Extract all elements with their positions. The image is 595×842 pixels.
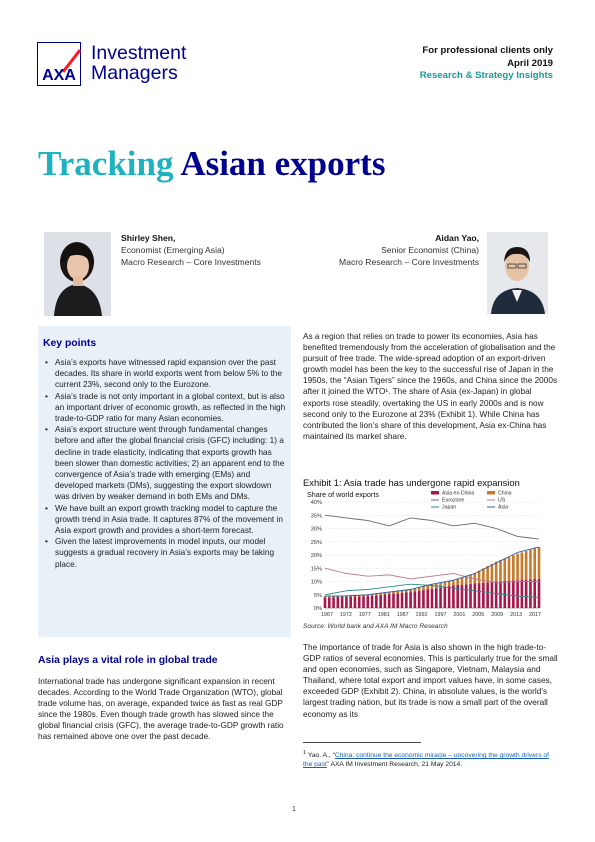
section-heading: Asia plays a vital role in global trade [38,655,218,666]
chart-bar-asia-ex-china [461,585,464,608]
chart-bar-asia-ex-china [367,596,370,608]
author-team: Macro Research – Core Investments [339,256,479,267]
chart-xtick-label: 1972 [339,612,352,618]
chart-xtick-label: 1981 [377,612,390,618]
chart-bar-china [478,571,481,583]
chart-bar-asia-ex-china [508,581,511,608]
chart-ytick-label: 10% [310,579,322,586]
author-photo-shen [44,232,111,316]
list-item: • Given the latest improvements in model inputs, our model suggests a gradual recovery in Asia’s exports may be taking place. [45,537,275,569]
chart-xtick-label: 2001 [453,612,466,618]
chart-bar-asia-ex-china [345,597,348,608]
chart-legend-label: Eurozone [442,497,465,504]
chart-bar-asia-ex-china [474,583,477,608]
chart-bar-asia-ex-china [512,580,515,608]
exhibit-1-chart [303,489,543,622]
chart-line-us [325,568,539,583]
chart-bar-china [495,562,498,582]
title-part-1: Tracking [38,144,174,183]
chart-svg [303,489,543,622]
exhibit-1-title: Exhibit 1: Asia trade has undergone rapid expansion [303,477,520,488]
chart-bar-china [491,564,494,582]
chart-xtick-label: 2005 [472,612,485,618]
chart-bar-asia-ex-china [431,589,434,608]
chart-bar-asia-ex-china [495,582,498,609]
chart-bar-asia-ex-china [341,597,344,608]
chart-xtick-label: 2013 [510,612,523,618]
chart-bar-china [448,581,451,586]
chart-bar-china [521,552,524,580]
second-paragraph: The importance of trade for Asia is also shown in the high trade-to-GDP ratios of several economies. This is particularly true for the small and open economies, such as Singapore, Vietnam, Malaysia and Thailand, where total export and import values have, in some cases, exceeded GDP (Exhibit 2). China, in absolute values, is the world’s largest trading nation, but its trade is now a small part of the overall economy as its [303,643,558,719]
list-item: • Asia’s exports have witnessed rapid expansion over the past decades. Its share in world exports went from below 5% to the current 23%, second only to the Eurozone. [45,358,282,390]
chart-bar-asia-ex-china [379,595,382,608]
chart-bar-asia-ex-china [448,586,451,608]
chart-bar-asia-ex-china [354,596,357,608]
chart-ytick-label: 35% [310,513,322,520]
chart-bar-asia-ex-china [521,580,524,608]
author-shen [121,233,261,268]
chart-bar-asia-ex-china [337,597,340,608]
chart-bar-china [525,551,528,580]
chart-bar-china [512,555,515,580]
chart-bar-asia-ex-china [362,596,365,608]
chart-bar-asia-ex-china [371,596,374,608]
chart-legend-label: China [498,490,512,497]
chart-bar-asia-ex-china [533,579,536,608]
chart-bar-china [452,580,455,585]
chart-bar-china [456,579,459,585]
chart-bar-asia-ex-china [516,580,519,608]
key-points-heading: Key points [43,338,97,349]
chart-xtick-label: 2009 [491,612,504,618]
author-photo-yao [487,232,548,314]
chart-bar-china [474,573,477,584]
chart-bar-china [516,554,519,581]
chart-bar-asia-ex-china [358,596,361,608]
chart-ytick-label: 5% [313,592,322,599]
chart-legend-label: Asia [498,504,509,511]
chart-xtick-label: 1977 [358,612,371,618]
chart-bar-asia-ex-china [482,583,485,608]
chart-ylabel: Share of world exports [307,490,379,499]
header-meta [420,45,553,83]
footnote-number: 1 [303,750,307,756]
chart-bar-asia-ex-china [465,584,468,608]
chart-bar-asia-ex-china [328,597,331,608]
intro-paragraph: As a region that relies on trade to power its economies, Asia has benefited tremendously from the acceleration of globalisation and the pursuit of free trade. The wide-spread adoption of an export-driven growth model has been the key to the successful rise of Japan in the 1950s, the “Asian Tigers” since the 1960s, and China since the 2000s after it joined the WTO¹. The share of Asia (ex-Japan) in global exports rose steadily, overtaking the US in early 2000s and is now second only to the Eurozone at 23% (Exhibit 1). While China has contributed the lion’s share of this development, Asia ex-China has maintained its market share. [303,332,558,441]
footnote-pre: Yao. A., “ [307,752,335,760]
footnote-divider [303,742,421,743]
footnote [303,749,559,770]
bullet-icon: • [45,391,48,401]
chart-bar-asia-ex-china [486,582,489,608]
chart-bar-china [529,550,532,580]
chart-legend-swatch [487,491,495,495]
chart-bar-asia-ex-china [439,587,442,608]
chart-bar-china [503,558,506,581]
chart-bar-asia-ex-china [349,597,352,608]
chart-legend-label: Japan [442,504,457,511]
chart-bar-asia-ex-china [452,585,455,608]
chart-bar-china [444,582,447,587]
chart-bar-asia-ex-china [409,592,412,608]
chart-bar-asia-ex-china [332,597,335,608]
chart-bar-china [486,566,489,582]
chart-bar-asia-ex-china [538,579,541,608]
axa-im-logo [37,42,212,87]
chart-bar-asia-ex-china [426,589,429,608]
chart-bar-asia-ex-china [422,590,425,608]
chart-bar-asia-ex-china [414,591,417,608]
chart-bar-china [538,547,541,579]
list-item: • Asia’s trade is not only important in a global context, but is also an important driver of economic growth, as reflected in the high trade-to-GDP ratio for many Asian economies. [45,391,286,424]
title-part-2: Asian exports [180,144,386,183]
chart-ytick-label: 25% [310,539,322,546]
author-name: Aidan Yao, [435,233,479,243]
axa-logo-icon [37,42,81,86]
chart-bar-china [426,585,429,589]
chart-xtick-label: 1992 [415,612,428,618]
author-role: Economist (Emerging Asia) [121,244,225,255]
chart-line-eurozone [325,515,539,539]
chart-bar-asia-ex-china [401,593,404,608]
chart-bar-asia-ex-china [491,582,494,608]
chart-bar-asia-ex-china [324,597,327,608]
author-name: Shirley Shen, [121,233,176,243]
chart-source: Source: World bank and AXA IM Macro Research [303,623,448,630]
chart-ytick-label: 15% [310,566,322,573]
chart-bar-asia-ex-china [499,581,502,608]
list-item: • We have built an export growth tracking model to capture the growth trend in Asia trade. It captures 87% of the movement in Asia export growth and provides a short-term forecast. [45,503,283,536]
publication-date: April 2019 [507,57,553,69]
footnote-link[interactable]: China: continue the economic miracle – uncovering the growth drivers of the past [303,752,549,769]
chart-legend-label: US [498,497,506,504]
bullet-icon: • [45,358,48,367]
chart-ytick-label: 0% [313,606,322,613]
audience-label: For professional clients only [422,45,553,56]
series-label: Research & Strategy Insights [419,70,553,82]
chart-xtick-label: 2017 [529,612,541,618]
chart-bar-asia-ex-china [392,594,395,608]
chart-bar-asia-ex-china [375,595,378,608]
bullet-icon: • [45,425,48,435]
logo-line-2: Managers [91,62,178,84]
section-paragraph: International trade has undergone significant expansion in recent decades. According to the World Trade Organization (WTO), global trade volume has, on average, expanded twice as fast as real GDP since the 1980s. Even though trade growth has slowed since the global financial crisis (GFC), the average trade-to-GDP growth ratio has remained above one over the past decade. [38,677,284,742]
chart-xtick-label: 1967 [321,612,333,618]
chart-bar-asia-ex-china [418,591,421,608]
chart-bar-asia-ex-china [384,594,387,608]
chart-bar-asia-ex-china [529,579,532,608]
chart-ytick-label: 40% [310,500,322,507]
chart-bar-asia-ex-china [525,580,528,608]
chart-bar-asia-ex-china [444,587,447,608]
author-yao [339,233,479,268]
chart-bar-china [533,548,536,579]
footnote-post: ” AXA IM Investment Research, 21 May 2014. [326,761,463,769]
author-role: Senior Economist (China) [381,244,479,255]
chart-bar-asia-ex-china [396,593,399,608]
chart-bar-asia-ex-china [469,584,472,608]
chart-legend-swatch [431,491,439,495]
key-points-box [38,326,291,637]
page-title [38,144,385,184]
chart-bar-china [499,560,502,581]
chart-bar-asia-ex-china [478,583,481,608]
bullet-icon: • [45,503,48,513]
chart-ytick-label: 20% [310,553,322,560]
page-number: 1 [292,806,296,813]
chart-bar-asia-ex-china [405,592,408,608]
bullet-icon: • [45,537,48,547]
chart-bar-china [508,557,511,581]
key-points-list [45,357,288,570]
chart-bar-asia-ex-china [435,588,438,608]
chart-legend-label: Asia ex-China [442,490,475,497]
chart-bar-asia-ex-china [388,594,391,608]
logo-line-1: Investment [91,42,187,64]
chart-bar-china [461,577,464,584]
chart-xtick-label: 1987 [396,612,409,618]
author-team: Macro Research – Core Investments [121,256,261,267]
chart-xtick-label: 1997 [434,612,447,618]
axa-logo-text: AXA [42,67,76,84]
chart-bar-china [469,574,472,584]
chart-ytick-label: 30% [310,526,322,533]
list-item: • Asia’s export structure went through fundamental changes before and after the global financial crisis (GFC) including: 1) a decline in trade elasticity, indicating that exports growth has been slower than domestic activities; 2) an apparent end to the convergence of Asia’s trade with emerging (EMs) and developed markets (DMs), suggesting the export slowdown was driven by weaker demand in both EMs and DMs. [45,425,285,502]
